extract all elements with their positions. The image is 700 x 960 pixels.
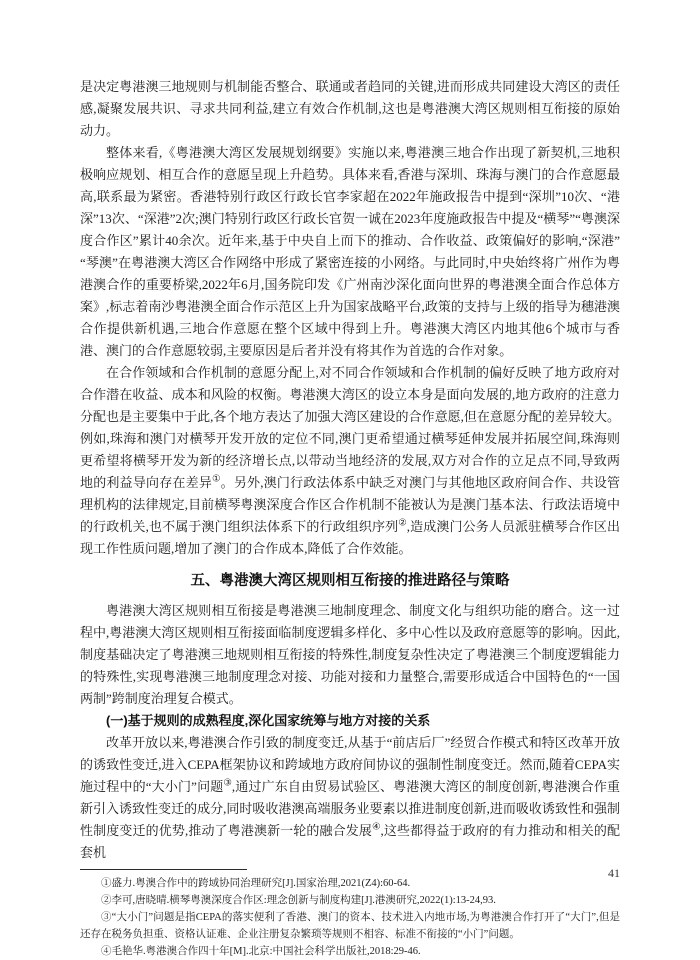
subsection-heading: (一)基于规则的成熟程度,深化国家统筹与地方对接的关系 [106,713,431,728]
footnote-2: ②李可,唐晓晴.横琴粤澳深度合作区:理念创新与制度构建[J].港澳研究,2022(1):13-24,93. [101,895,496,906]
page-body [80,76,620,960]
footnote-1: ①盛力.粤澳合作中的跨域协同治理研究[J].国家治理,2021(Z4):60-64. [101,878,411,889]
body-paragraph: 整体来看,《粤港澳大湾区发展规划纲要》实施以来,粤港澳三地合作出现了新契机,三地积极响应规划、相互合作的意愿呈现上升趋势。具体来看,香港与深圳、珠海与澳门的合作意愿最高,联系最为紧密。香港特别行政区行政长官李家超在2022年施政报告中提到“深圳”10次、“港深”13次、“深港”2次;澳门特别行政区行政长官贺一诚在2023年度施政报告中提及“横琴”“粤澳深度合作区”累计40余次。近年来,基于中央自上而下的推动、合作收益、政策偏好的影响,“深港”“琴澳”在粤港澳大湾区合作网络中形成了紧密连接的小网络。与此同时,中央始终将广州作为粤港澳合作的重要桥梁,2022年6月,国务院印发《广州南沙深化面向世界的粤港澳全面合作总体方案》,标志着南沙粤港澳全面合作示范区上升为国家战略平台,政策的支持与上级的指导为穗港澳合作提供新机遇,三地合作意愿在整个区域中得到上升。粤港澳大湾区内地其他6个城市与香港、澳门的合作意愿较弱,主要原因是后者并没有将其作为首选的合作对象。 [80,145,620,358]
page-number: 41 [608,866,620,880]
footnote-4: ④毛艳华.粤港澳合作四十年[M].北京:中国社会科学出版社,2018:29-46. [101,946,421,957]
body-paragraph: 改革开放以来,粤港澳合作引致的制度变迁,从基于“前店后厂”经贸合作模式和特区改革开放的诱致性变迁,进入CEPA框架协议和跨域地方政府间协议的强制性制度变迁。然而,随着CEPA实施过程中的“大小门”问题③,通过广东自由贸易试验区、粤港澳大湾区的制度创新,粤港澳合作重新引入诱致性变迁的成分,同时吸收港澳高端服务业要素以推进制度创新,进而吸收诱致性和强制性制度变迁的优势,推动了粤港澳新一轮的融合发展④,这些都得益于政府的有力推动和相关的配套机 [80,735,620,860]
footnote-separator [80,869,247,870]
body-paragraph: 粤港澳大湾区规则相互衔接是粤港澳三地制度理念、制度文化与组织功能的磨合。这一过程中,粤港澳大湾区规则相互衔接面临制度逻辑多样化、多中心性以及政府意愿等的影响。因此,制度基础决定了粤港澳三地规则相互衔接的特殊性,制度复杂性决定了粤港澳三个制度逻辑能力的特殊性,实现粤港澳三地制度理念对接、功能对接和力量整合,需要形成适合中国特色的“一国两制”跨制度治理复合模式。 [80,603,620,706]
section-heading: 五、粤港澳大湾区规则相互衔接的推进路径与策略 [190,573,510,589]
footnotes-block [80,875,620,960]
footnote-3: ③“大小门”问题是指CEPA的落实便利了香港、澳门的资本、技术进入内地市场,为粤港澳合作打开了“大门”,但是还存在税务负担重、资格认证难、企业注册复杂繁琐等规则不相容、标准不衔接的“小门”问题。 [80,912,620,940]
body-paragraph-continued: 是决定粤港澳三地规则与机制能否整合、联通或者趋同的关键,进而形成共同建设大湾区的责任感,凝聚发展共识、寻求共同利益,建立有效合作机制,这也是粤港澳大湾区规则相互衔接的原始动力。 [80,79,620,138]
body-paragraph: 在合作领域和合作机制的意愿分配上,对不同合作领域和合作机制的偏好反映了地方政府对合作潜在收益、成本和风险的权衡。粤港澳大湾区的设立本身是面向发展的,地方政府的注意力分配也是主要集中于此,各个地方表达了加强大湾区建设的合作意愿,但在意愿分配的差异较大。例如,珠海和澳门对横琴开发开放的定位不同,澳门更希望通过横琴延伸发展并拓展空间,珠海则更希望将横琴开发为新的经济增长点,以带动当地经济的发展,双方对合作的立足点不同,导致两地的利益导向存在差异①。另外,澳门行政法体系中缺乏对澳门与其他地区政府间合作、共设管理机构的法律规定,目前横琴粤澳深度合作区合作机制不能被认为是澳门基本法、行政法语境中的行政机关,也不属于澳门组织法体系下的行政组织序列②,造成澳门公务人员派驻横琴合作区出现工作性质问题,增加了澳门的合作成本,降低了合作效能。 [80,365,620,556]
